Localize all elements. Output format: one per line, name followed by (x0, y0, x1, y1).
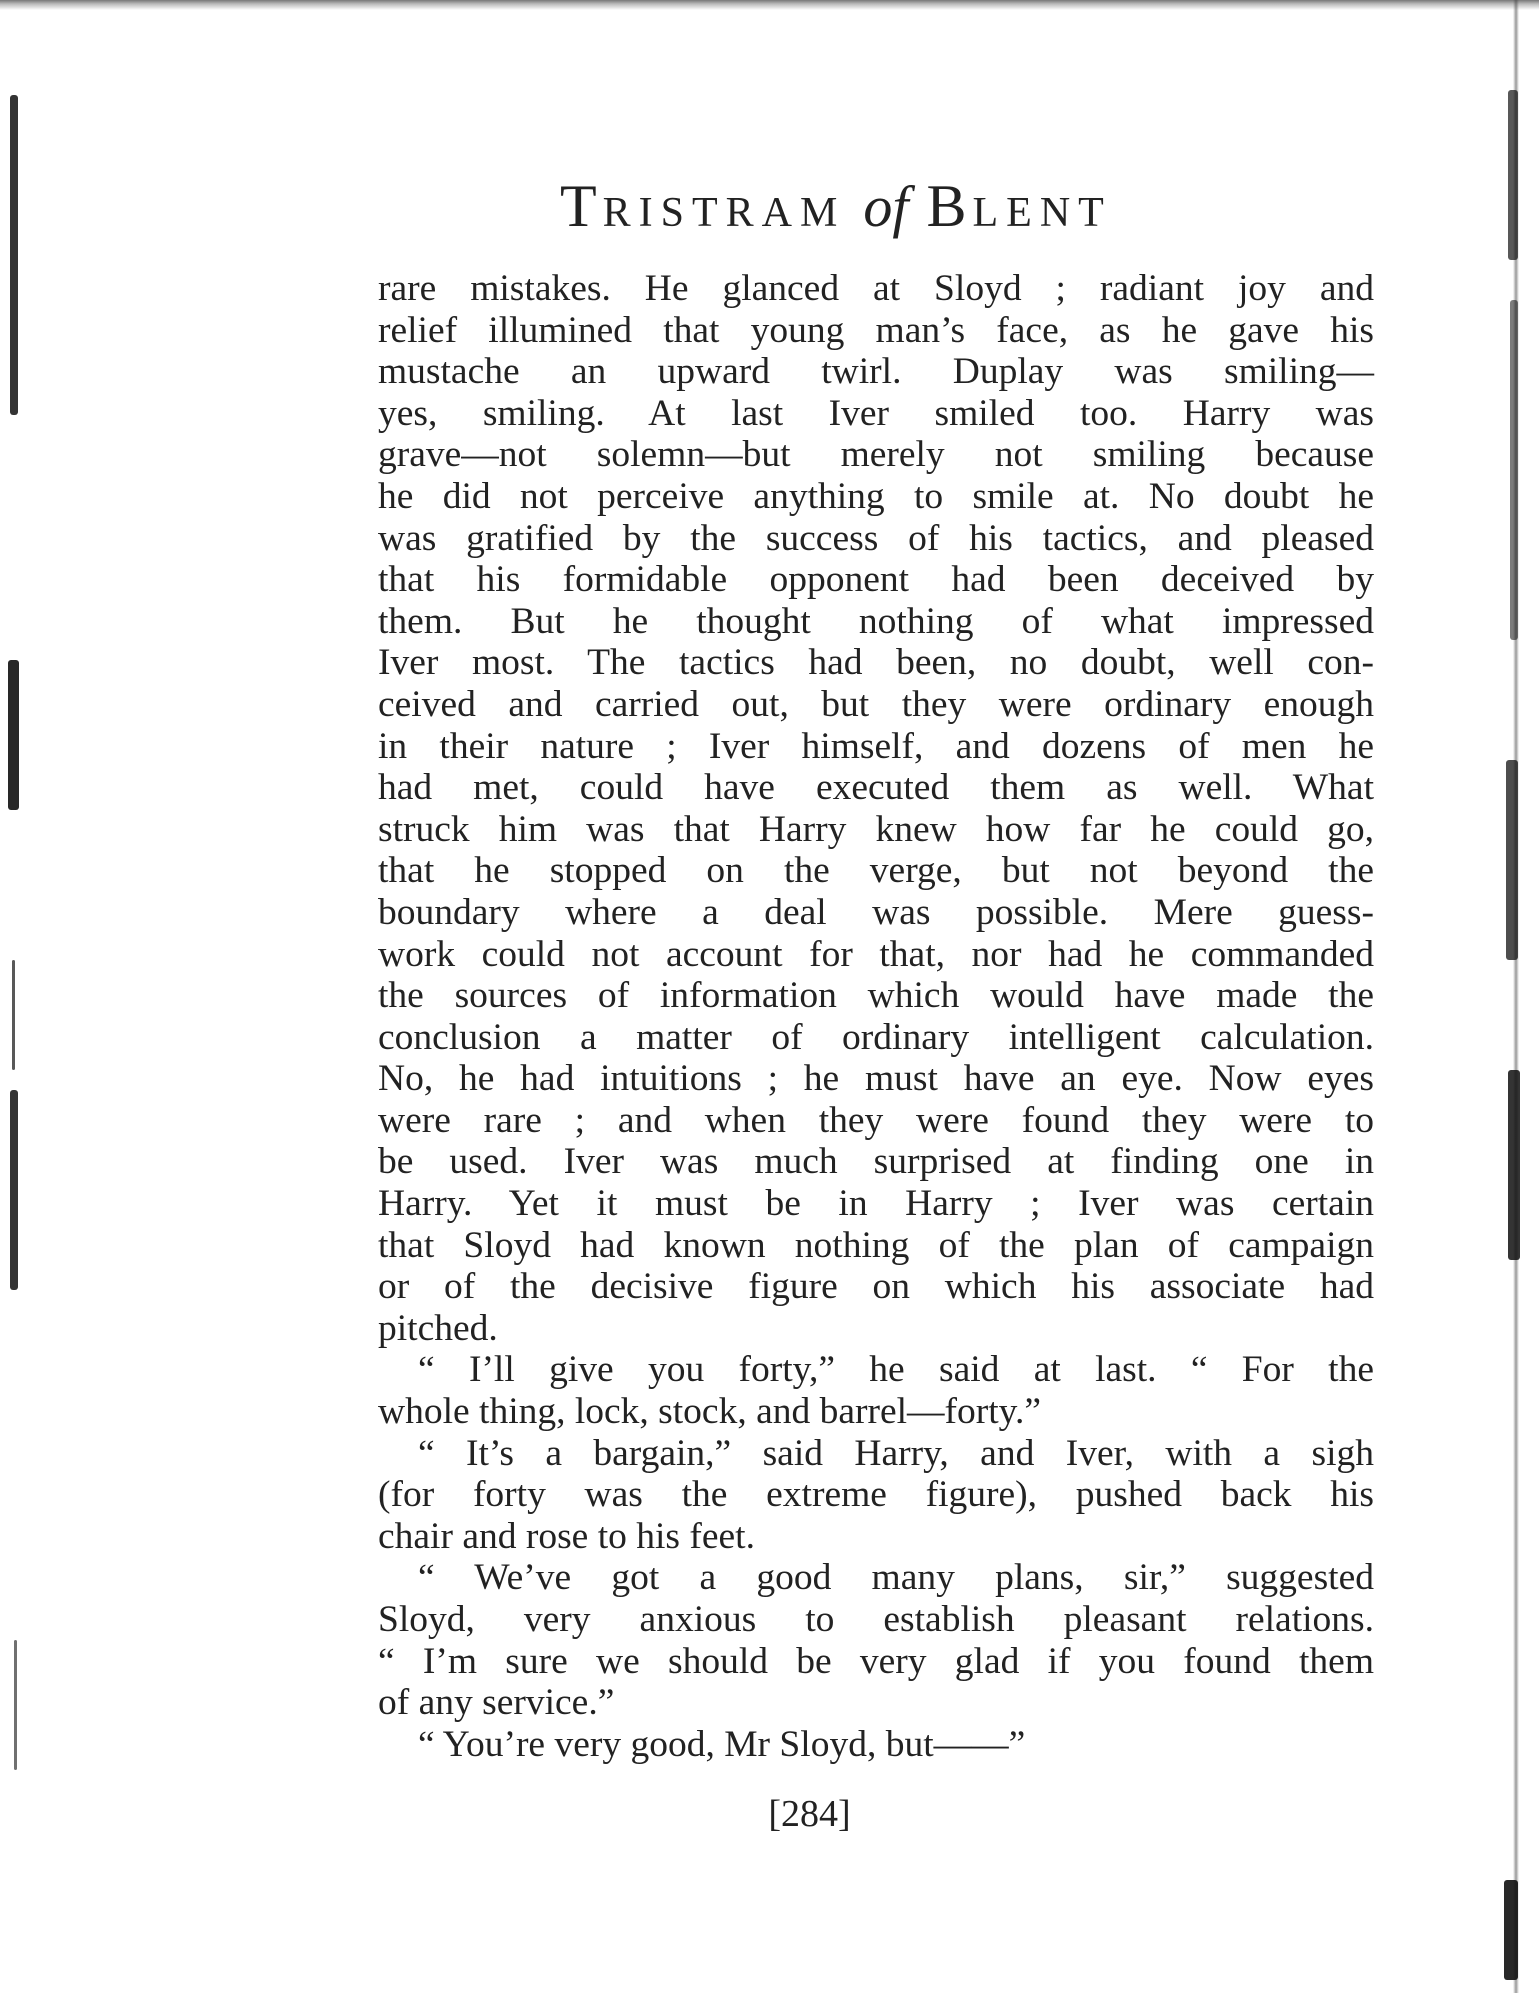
text-line: Sloyd, very anxious to establish pleasant relations. (378, 1599, 1374, 1640)
text-line: them. But he thought nothing of what impressed (378, 600, 1374, 642)
text-line: “ You’re very good, Mr Sloyd, but——” (418, 1723, 1026, 1765)
text-line: “ It’s a bargain,” said Harry, and Iver, with a sigh (418, 1432, 1374, 1474)
running-head-initial-1: T (560, 173, 603, 239)
text-line: No, he had intuitions ; he must have an eye. Now eyes (378, 1058, 1374, 1100)
text-line: boundary where a deal was possible. Mere guess- (378, 891, 1374, 933)
running-head-of: of (863, 174, 909, 239)
scan-mark (14, 1640, 17, 1770)
text-line: rare mistakes. He glanced at Sloyd ; radiant joy and (378, 268, 1374, 309)
running-head-word-2: LENT (972, 190, 1112, 236)
running-head (560, 172, 1200, 241)
text-line: “ I’m sure we should be very glad if you found them (378, 1640, 1374, 1682)
scan-mark (1508, 90, 1518, 260)
scan-mark (1504, 1880, 1518, 1980)
running-head-initial-2: B (926, 173, 973, 239)
scan-mark (1506, 760, 1518, 960)
text-line: relief illumined that young man’s face, as he gave his (378, 309, 1374, 351)
scan-mark (8, 660, 19, 810)
text-line: “ We’ve got a good many plans, sir,” suggested (418, 1557, 1374, 1599)
scan-mark (1508, 1070, 1520, 1260)
page-number (0, 1792, 1539, 1836)
text-line: grave—not solemn—but merely not smiling because (378, 434, 1374, 476)
page-right-edge (1513, 0, 1519, 1993)
text-line: that his formidable opponent had been deceived by (378, 559, 1374, 601)
text-line: conclusion a matter of ordinary intelligent calculation. (378, 1016, 1374, 1058)
text-line: of any service.” (378, 1682, 615, 1724)
text-line: “ I’ll give you forty,” he said at last. “ For the (418, 1349, 1374, 1391)
text-line: (for forty was the extreme figure), pushed back his (378, 1474, 1374, 1516)
text-line: was gratified by the success of his tactics, and pleased (378, 517, 1374, 559)
page-number-text: [284] (768, 1793, 851, 1835)
text-line: that Sloyd had known nothing of the plan of campaign (378, 1224, 1374, 1266)
text-line: chair and rose to his feet. (378, 1515, 755, 1557)
page-top-edge (0, 0, 1539, 10)
scan-mark (1510, 300, 1518, 640)
text-line: work could not account for that, nor had he commanded (378, 933, 1374, 975)
text-line: be used. Iver was much surprised at finding one in (378, 1141, 1374, 1183)
text-line: yes, smiling. At last Iver smiled too. Harry was (378, 392, 1374, 434)
scan-mark (12, 960, 15, 1070)
text-line: or of the decisive figure on which his associate had (378, 1266, 1374, 1308)
scan-mark (10, 1090, 18, 1290)
text-line: the sources of information which would have made the (378, 975, 1374, 1017)
text-line: he did not perceive anything to smile at. No doubt he (378, 475, 1374, 517)
text-line: were rare ; and when they were found they were to (378, 1099, 1374, 1141)
text-line: ceived and carried out, but they were ordinary enough (378, 683, 1374, 725)
running-head-word-1: RISTRAM (602, 190, 846, 236)
text-line: Iver most. The tactics had been, no doubt, well con- (378, 642, 1374, 684)
text-line: in their nature ; Iver himself, and dozens of men he (378, 725, 1374, 767)
text-line: pitched. (378, 1307, 498, 1349)
text-line: that he stopped on the verge, but not beyond the (378, 850, 1374, 892)
text-line: whole thing, lock, stock, and barrel—forty.” (378, 1391, 1042, 1433)
text-line: had met, could have executed them as well. What (378, 767, 1374, 809)
text-line: struck him was that Harry knew how far he could go, (378, 808, 1374, 850)
text-line: mustache an upward twirl. Duplay was smiling— (378, 351, 1374, 393)
text-line: Harry. Yet it must be in Harry ; Iver was certain (378, 1183, 1374, 1225)
body-text (378, 268, 1374, 1765)
scan-mark (10, 95, 18, 415)
